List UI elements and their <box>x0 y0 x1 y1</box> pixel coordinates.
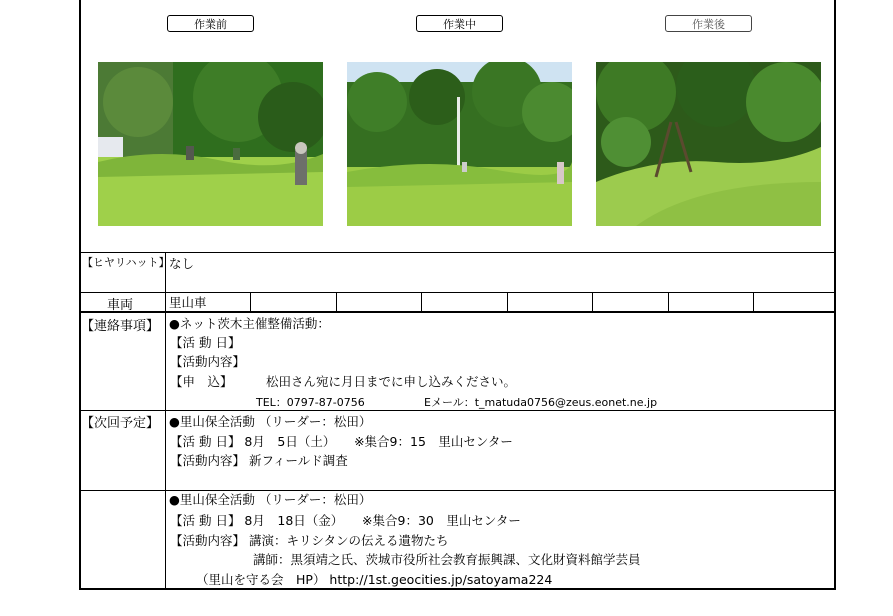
hiyari-header: 【ヒヤリハット】 <box>82 256 170 269</box>
plan2-lecturer: 講師：黒須靖之氏、茨城市役所社会教育振興課、文化財資料館学芸員 <box>253 552 641 567</box>
contact-apply-label: 【申 込】 <box>170 374 233 389</box>
row-divider-vehicle-top <box>80 292 836 293</box>
photo-during <box>347 62 572 226</box>
plan1-date: 【活 動 日】 8月 5日（土） ※集合9：15 里山センター <box>170 434 513 449</box>
contact-email: Eメール：t_matuda0756@zeus.eonet.ne.jp <box>424 396 658 409</box>
row-divider-hiyari-top <box>80 252 836 253</box>
vehicle-cell-divider <box>592 292 593 312</box>
contact-content-label: 【活動内容】 <box>170 354 246 369</box>
stage-label-after: 作業後 <box>665 15 752 32</box>
hiyari-value: なし <box>169 256 195 271</box>
plan1-content: 【活動内容】 新フィールド調査 <box>170 453 348 468</box>
vehicle-cell-divider <box>250 292 251 312</box>
vehicle-cell-divider <box>753 292 754 312</box>
row-divider-contact-top <box>80 311 836 313</box>
plan1-title: ●里山保全活動 （リーダー：松田） <box>169 414 372 429</box>
plan2-content: 【活動内容】 講演：キリシタンの伝える遺物たち <box>170 533 449 548</box>
stage-label-during: 作業中 <box>416 15 503 32</box>
vehicle-cell-divider <box>421 292 422 312</box>
row-divider-plan2-top <box>80 490 836 491</box>
plan2-title: ●里山保全活動 （リーダー：松田） <box>169 492 372 507</box>
vehicle-cell-divider <box>668 292 669 312</box>
plan2-date: 【活 動 日】 8月 18日（金） ※集合9：30 里山センター <box>170 513 521 528</box>
vehicle-cell-divider <box>507 292 508 312</box>
vehicle-value: 里山車 <box>169 295 207 310</box>
contact-title: ●ネット茨木主催整備活動： <box>169 316 330 331</box>
contact-tel: TEL：0797-87-0756 <box>256 396 365 409</box>
plan2-homepage-link[interactable]: （里山を守る会 HP） http://1st.geocities.jp/satoyama224 <box>196 572 553 587</box>
stage-label-before: 作業前 <box>167 15 254 32</box>
vehicle-cell-divider <box>336 292 337 312</box>
contact-header: 【連絡事項】 <box>81 319 160 334</box>
photo-before <box>98 62 323 226</box>
contact-apply-text: 松田さん宛に月日までに申し込みください。 <box>266 374 517 389</box>
label-column-divider <box>165 252 166 590</box>
next-header: 【次回予定】 <box>81 416 160 431</box>
contact-date-label: 【活 動 日】 <box>170 335 241 350</box>
photo-after <box>596 62 821 226</box>
vehicle-header: 車両 <box>107 298 134 313</box>
